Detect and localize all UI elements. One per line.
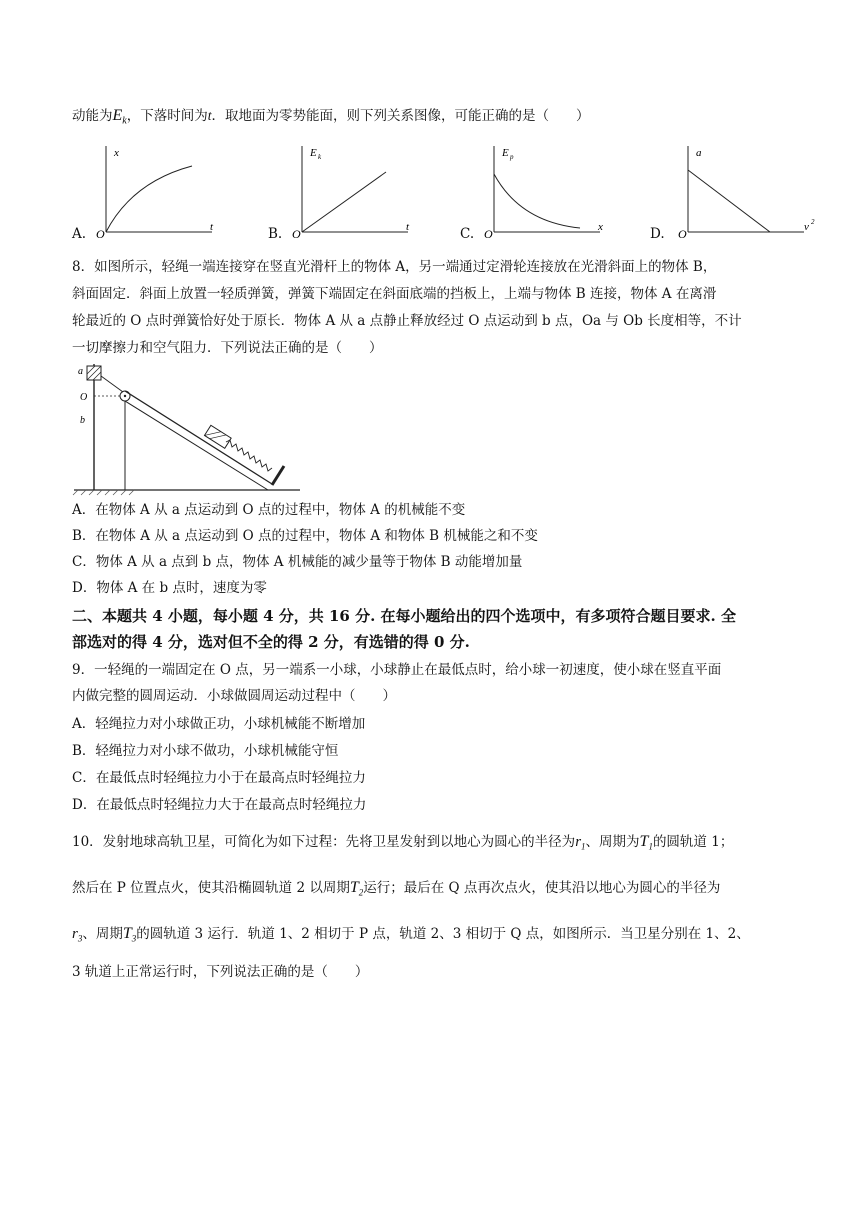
q7-text: 动能为 (72, 108, 113, 124)
section2-heading-line2: 部选对的得 4 分，选对但不全的得 2 分，有选错的得 0 分. (72, 633, 470, 651)
q9-option-c: C．在最低点时轻绳拉力小于在最高点时轻绳拉力 (72, 770, 366, 786)
graph-c-ylabel-sub: p (510, 153, 514, 161)
fig-label-O: O (80, 392, 88, 403)
graph-b-letter: B. (268, 226, 283, 242)
q10-line2 (72, 878, 720, 903)
graph-b-ylabel-sub: k (318, 153, 322, 161)
q9-line2: 内做完整的圆周运动．小球做圆周运动过程中（ ） (72, 688, 396, 704)
T2-subscript: 2 (358, 887, 364, 898)
section2-heading-line1: 二、本题共 4 小题，每小题 4 分，共 16 分. 在每小题给出的四个选项中，有多项符合题目要求. 全 (72, 607, 736, 625)
q9-option-d: D．在最低点时轻绳拉力大于在最高点时轻绳拉力 (72, 797, 367, 813)
ek-subscript: k (122, 115, 127, 127)
q8-option-d: D．物体 A 在 b 点时，速度为零 (72, 580, 267, 596)
q7-text: ．取地面为零势能面，则下列关系图像，可能正确的是（ ） (211, 108, 590, 124)
graph-c (480, 142, 610, 242)
r1-subscript: 1 (581, 841, 586, 852)
graph-d-xlabel-sup: 2 (811, 218, 815, 226)
q8-line1: 8．如图所示，轻绳一端连接穿在竖直光滑杆上的物体 A，另一端通过定滑轮连接放在光滑斜面上的物体 B， (72, 259, 717, 275)
q10-text: 然后在 P 位置点火，使其沿椭圆轨道 2 以周期 (72, 880, 350, 896)
graph-a-letter: A. (72, 226, 87, 242)
graph-b-origin: O (292, 227, 301, 241)
graph-b-ylabel: E (310, 147, 317, 159)
q7-stem-tail (72, 106, 590, 132)
r1-symbol: r (575, 834, 582, 850)
q8-line3: 轮最近的 O 点时弹簧恰好处于原长．物体 A 从 a 点静止释放经过 O 点运动到 b 点，Oa 与 Ob 长度相等，不计 (72, 313, 742, 329)
graph-a-origin: O (96, 227, 105, 241)
graph-c-letter: C. (460, 226, 475, 242)
q8-option-a: A．在物体 A 从 a 点运动到 O 点的过程中，物体 A 的机械能不变 (72, 502, 466, 518)
q10-line3 (72, 924, 750, 949)
graph-d-xlabel: v (804, 221, 809, 233)
T1-symbol: T (639, 833, 649, 850)
q10-line4: 3 轨道上正常运行时，下列说法正确的是（ ） (72, 964, 369, 980)
r3-subscript: 3 (77, 933, 83, 944)
q8-line4: 一切摩擦力和空气阻力．下列说法正确的是（ ） (72, 340, 383, 356)
q8-line2: 斜面固定．斜面上放置一轻质弹簧，弹簧下端固定在斜面底端的挡板上，上端与物体 B 连接，物体 A 在离滑 (72, 286, 717, 302)
q10-text: 10．发射地球高轨卫星，可简化为如下过程：先将卫星发射到以地心为圆心的半径为 (72, 834, 576, 850)
q10-text: 、周期为 (585, 834, 640, 850)
q9-line1: 9．一轻绳的一端固定在 O 点，另一端系一小球，小球静止在最低点时，给小球一初速度，使小球在竖直平面 (72, 662, 722, 678)
T2-symbol: T (349, 879, 359, 896)
r3-symbol: r (72, 926, 78, 942)
q9-option-a: A．轻绳拉力对小球做正功，小球机械能不断增加 (72, 716, 366, 732)
ek-symbol: E (112, 107, 123, 124)
graph-d-origin: O (678, 227, 687, 241)
fig-label-b: b (80, 415, 85, 426)
graph-d (674, 142, 824, 242)
q10-text: 的圆轨道 3 运行．轨道 1、2 相切于 P 点，轨道 2、3 相切于 Q 点，如图所示．当卫星分别在 1、2、 (136, 926, 750, 942)
q10-text: 的圆轨道 1； (652, 834, 734, 850)
graph-b-xlabel: t (406, 221, 410, 233)
q10-line1 (72, 832, 733, 857)
q8-figure (72, 362, 304, 496)
graph-d-ylabel: a (696, 147, 702, 159)
q9-option-b: B．轻绳拉力对小球不做功，小球机械能守恒 (72, 743, 339, 759)
graph-c-ylabel: E (502, 147, 509, 159)
T1-subscript: 1 (648, 841, 653, 852)
graph-a (92, 142, 222, 242)
q7-text: ，下落时间为 (126, 108, 208, 124)
q8-option-b: B．在物体 A 从 a 点运动到 O 点的过程中，物体 A 和物体 B 机械能之和不变 (72, 528, 538, 544)
q10-text: 、周期 (82, 926, 123, 942)
graph-d-letter: D. (650, 226, 665, 242)
q10-text: 运行；最后在 Q 点再次点火，使其沿以地心为圆心的半径为 (363, 880, 721, 896)
graph-a-ylabel: x (114, 147, 119, 159)
q8-option-c: C．物体 A 从 a 点到 b 点，物体 A 机械能的减少量等于物体 B 动能增加量 (72, 554, 523, 570)
graph-c-xlabel: x (598, 221, 603, 233)
graph-b (288, 142, 418, 242)
graph-c-origin: O (484, 227, 493, 241)
T3-subscript: 3 (131, 933, 137, 944)
t-symbol: t (207, 108, 212, 123)
fig-label-a: a (78, 366, 83, 377)
graph-a-xlabel: t (210, 221, 214, 233)
T3-symbol: T (122, 925, 132, 942)
